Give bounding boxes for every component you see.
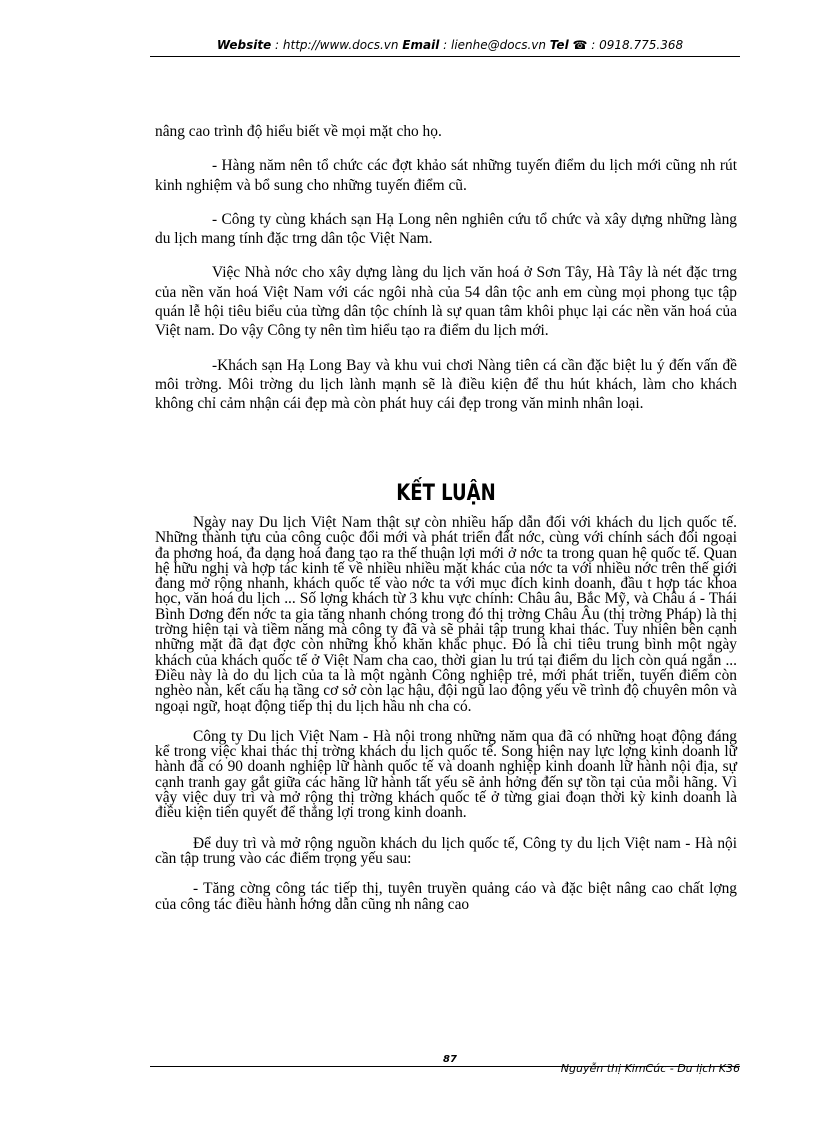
conclusion-paragraph-4: - Tăng cờng công tác tiếp thị, tuyên truyền quảng cáo và đặc biệt nâng cao chất lợng của công tác điều hành hớng dẫn cũng nh nâng cao xyxy=(155,880,737,913)
page-header xyxy=(150,38,750,52)
tel-value: ☎ : 0918.775.368 xyxy=(568,38,684,52)
email-value: : lienhe@docs.vn xyxy=(439,38,550,52)
footer-author: Nguyễn thị KimCúc - Du lịch K36 xyxy=(560,1062,740,1075)
paragraph-1: nâng cao trình độ hiểu biết về mọi mặt cho họ. xyxy=(155,123,442,140)
header-divider xyxy=(150,56,740,57)
conclusion-heading: KẾT LUẬN xyxy=(396,481,496,506)
conclusion-section xyxy=(155,515,737,927)
paragraph-4: Việc Nhà nớc cho xây dựng làng du lịch văn hoá ở Sơn Tây, Hà Tây là nét đặc trng của nền văn hoá Việt Nam với các ngôi nhà của 54 dân tộc anh em cùng mọi phong tục tập quán lễ hội tiêu biểu của từng dân tộc chính là sự quan tâm khôi phục lại các nền văn hoá của Việt nam. Do vậy Công ty nên tìm hiểu tạo ra điểm du lịch mới. xyxy=(155,264,737,340)
email-label: Email xyxy=(402,38,440,52)
website-value: : http://www.docs.vn xyxy=(271,38,403,52)
conclusion-paragraph-2: Công ty Du lịch Việt Nam - Hà nội trong những năm qua đã có những hoạt động đáng kể trong việc khai thác thị trờng khách du lịch quốc tế. Song hiện nay lực lợng kinh doanh lữ hành đã có 90 doanh nghiệp lữ hành quốc tế và doanh nghiệp kinh doanh lữ hành nội địa, sự cạnh tranh gay gắt giữa các hãng lữ hành tất yếu sẽ ảnh hởng đến sự tồn tại của mỗi hãng. Vì vậy việc duy trì và mở rộng thị trờng khách quốc tế ở từng giai đoạn thời kỳ kinh doanh là điều kiện tiên quyết để thắng lợi trong kinh doanh. xyxy=(155,727,737,822)
website-label: Website xyxy=(216,38,272,52)
paragraph-5: -Khách sạn Hạ Long Bay và khu vui chơi Nàng tiên cá cần đặc biệt lu ý đến vấn đề môi trờng. Môi trờng du lịch lành mạnh sẽ là điều kiện để thu hút khách, làm cho khách không chỉ cảm nhận cái đẹp mà còn phát huy cái đẹp trong văn minh nhân loại. xyxy=(155,356,737,413)
paragraph-2: - Hàng năm nên tổ chức các đợt khảo sát những tuyến điểm du lịch mới cũng nh rút kinh nghiệm và bổ sung cho những tuyến điểm cũ. xyxy=(155,157,737,194)
page-number: 87 xyxy=(443,1054,457,1065)
recommendations-section xyxy=(155,122,737,429)
conclusion-paragraph-1: Ngày nay Du lịch Việt Nam thật sự còn nhiều hấp dẫn đối với khách du lịch quốc tế. Những thành tựu của công cuộc đổi mới và phát triển đất nớc, cùng với chính sách đối ngoại đa phơng hoá, đa dạng hoá đang tạo ra thế thuận lợi mới ở nớc ta trong quan hệ quốc tế. Quan hệ hữu nghị và hợp tác kinh tế về nhiều nhiều mặt khác của nớc ta với nhiều nớc trên thế giới đang mở rộng nhanh, khách quốc tế vào nớc ta với mục đích kinh doanh, đầu t hợp tác khoa học, văn hoá du lịch ... Số lợng khách từ 3 khu vực chính: Châu âu, Bắc Mỹ, và Châu á - Thái Bình Dơng đến nớc ta gia tăng nhanh chóng trong đó thị trờng Châu Âu (thị trờng Pháp) là thị trờng hiện tại và tiềm năng mà công ty đã và sẽ phải tập trung khai thác. Tuy nhiên bên cạnh những mặt đã đạt đợc còn những khó khăn khắc phục. Đó là chi tiêu trung bình một ngày khách của khách quốc tế ở Việt Nam cha cao, thời gian lu trú tại điểm du lịch còn quá ngắn ... Điều này là do du lịch của ta là một ngành Công nghiệp trẻ, mới phát triển, tuyến điểm còn nghèo nàn, kết cấu hạ tầng cơ sở còn lạc hậu, đội ngũ lao động yếu về trình độ chuyên môn và ngoại ngữ, hoạt động tiếp thị du lịch hầu nh cha có. xyxy=(155,514,737,715)
paragraph-3: - Công ty cùng khách sạn Hạ Long nên nghiên cứu tổ chức và xây dựng những làng du lịch mang tính đặc trng dân tộc Việt Nam. xyxy=(155,210,737,248)
tel-label: Tel xyxy=(549,38,569,52)
conclusion-paragraph-3: Để duy trì và mở rộng nguồn khách du lịch quốc tế, Công ty du lịch Việt nam - Hà nội cần tập trung vào các điểm trọng yếu sau: xyxy=(155,834,737,867)
